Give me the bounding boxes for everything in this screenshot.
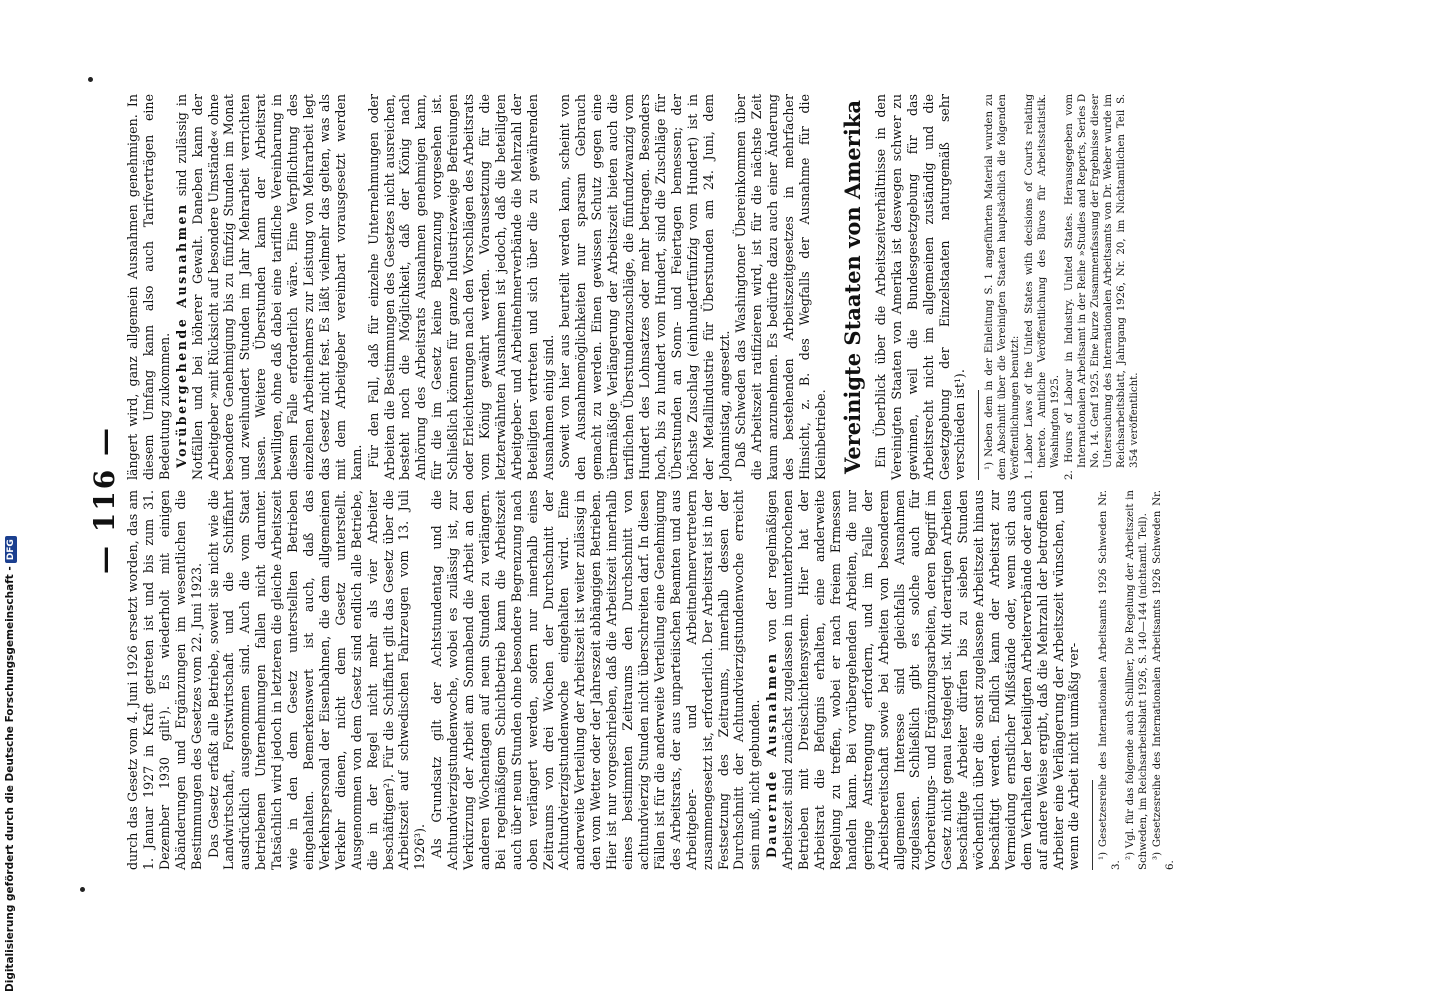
paragraph: Als Grundsatz gilt der Achtstundentag und die Achtundvierzigstundenwoche, wobei es zulässig ist, zur Verkürzung der Arbeit am Sonnabend die Arbeit an den anderen Wochentagen auf neun Stunden zu verlängern. Bei regelmäßigem Schichtbetrieb kann die Arbeitszeit auch über neun Stunden ohne besondere Begrenzung nach oben verlängert werden, sofern nur innerhalb eines Zeitraums von drei Wochen der Durchschnitt der Achtundvierzigstundenwoche eingehalten wird. Eine anderweite Verteilung der Arbeitszeit ist weiter zulässig in den vom Wetter oder der Jahreszeit abhängigen Betrieben. Hier ist nur vorgeschrieben, daß die Arbeitszeit innerhalb eines bestimmten Zeitraums den Durchschnitt von achtundvierzig Stunden nicht überschreiten darf. In diesen Fällen ist für die anderweite Verteilung eine Genehmigung des Arbeitsrats, der aus unparteiischen Beamten und aus Arbeitgeber- und Arbeitnehmervertretern zusammengesetzt ist, erforderlich. Der Arbeitsrat ist in der Festsetzung des Zeitraums, innerhalb dessen der Durchschnitt der Achtundvierzigstundenwoche erreicht sein muß, nicht gebunden. [429, 490, 763, 870]
paragraph: Das Gesetz erfaßt alle Betriebe, soweit sie nicht wie die Landwirtschaft, Forstwirtschaft und die Schiffahrt ausdrücklich ausgenommen sind. Auch die vom Staat betriebenen Unternehmungen fallen nicht darunter. Tatsächlich wird jedoch in letzteren die gleiche Arbeitszeit wie in den dem Gesetz unterstellten Betrieben eingehalten. Bemerkenswert ist auch, daß das Verkehrspersonal der Eisenbahnen, die dem allgemeinen Verkehr dienen, nicht dem Gesetz unterstellt. Ausgenommen von dem Gesetz sind endlich alle Betriebe, die in der Regel nicht mehr als vier Arbeiter beschäftigen²). Für die Schiffahrt gilt das Gesetz über die Arbeitszeit auf schwedischen Fahrzeugen vom 13. Juli 1926³). [205, 490, 428, 870]
section-heading: Vereinigte Staaten von Amerika [839, 100, 865, 475]
emphasized-words: Dauernde Ausnahmen [764, 651, 780, 858]
footnote: 1. Labor Laws of the United States with decisions of Courts relating thereto. Amtliche Veröffentlichung des Büros für Arbeitsstatistik. Washington 1925. [1024, 94, 1062, 480]
paragraph: durch das Gesetz vom 4. Juni 1926 ersetzt worden, das am 1. Januar 1927 in Kraft getreten ist und bis zum 31. Dezember 1930 gilt¹). Es wiederholt mit einigen Abänderungen und Ergänzungen im wesentlichen die Bestimmungen des Gesetzes vom 22. Juni 1923. [125, 490, 204, 870]
emphasized-words: Vorübergehende Ausnahmen [173, 202, 189, 468]
footnote: ³) Gesetzesreihe des Internationalen Arbeitsamts 1926 Schweden Nr. 6. [1152, 490, 1177, 870]
footnotes [1097, 490, 1177, 870]
digitization-credit [4, 539, 17, 992]
paragraph: Daß Schweden das Washingtoner Übereinkommen über die Arbeitszeit ratifizieren wird, ist für die nächste Zeit kaum anzunehmen. Es bedürfte dazu auch einer Änderung des bestehenden Arbeitszeitgesetzes in mehrfacher Hinsicht, z. B. des Wegfalls der Ausnahme für die Kleinbetriebe. [733, 94, 828, 480]
paragraph: Dauernde Ausnahmen von der regelmäßigen Arbeitszeit sind zunächst zugelassen in ununterbrochenen Betrieben mit Dreischichtensystem. Hier hat der Arbeitsrat die Befugnis erhalten, eine anderweite Regelung zu treffen, wobei er nach freiem Ermessen handeln kann. Bei vorübergehenden Arbeiten, die nur geringe Anstrengung erfordern, und im Falle der Arbeitsbereitschaft sowie bei Arbeiten von besonderem allgemeinen Interesse sind gleichfalls Ausnahmen zugelassen. Schließlich gibt es solche auch für Vorbereitungs- und Ergänzungsarbeiten, deren Begriff im Gesetz nicht genau festgelegt ist. Mit derartigen Arbeiten beschäftigte Arbeiter dürfen bis zu sieben Stunden wöchentlich über die sonst zugelassene Arbeitszeit hinaus beschäftigt werden. Endlich kann der Arbeitsrat zur Vermeidung ernstlicher Mißstände oder, wenn sich aus dem Verhalten der beteiligten Arbeiterverbände oder auch auf andere Weise ergibt, daß die Mehrzahl der betroffenen Arbeiter eine Verlängerung der Arbeitszeit wünschen, und wenn die Arbeit nicht unmäßig ver- [764, 490, 1082, 870]
paragraph: längert wird, ganz allgemein Ausnahmen genehmigen. In diesem Umfang kann also auch Tarifverträgen eine Bedeutung zukommen. [125, 94, 172, 480]
scan-mark [80, 887, 85, 892]
footnote: ¹) Gesetzesreihe des Internationalen Arbeitsamts 1926 Schweden Nr. 3. [1098, 490, 1123, 870]
footnote: 2. Hours of Labour in Industry. United States. Herausgegeben vom Internationalen Arbeitsamt in der Reihe »Studies and Reports, Series D No. 14. Genf 1925. Eine kurze Zusammenfassung der Ergebnisse dieser Untersuchung des Internationalen Arbeitsamts von Dr. Weber wurde im Reichsarbeitsblatt, Jahrgang 1926, Nr. 20, im Nichtamtlichen Teil S. 354 veröffentlicht. [1064, 94, 1141, 480]
right-column [125, 94, 1142, 480]
footnote: ¹) Neben dem in der Einleitung S. 1 angeführten Material wurden zu dem Abschnitt über die Vereinigten Staaten hauptsächlich die folgenden Veröffentlichungen benutzt: [984, 94, 1022, 480]
left-column [125, 490, 1178, 870]
dfg-logo: DFG [5, 536, 17, 563]
footnote: ²) Vgl. für das folgende auch Schillner, Die Regelung der Arbeitszeit in Schweden, im Reichsarbeitsblatt 1926, S. 140—144 (nichtamtl. Teil). [1125, 490, 1150, 870]
footnote-rule [978, 390, 979, 480]
paragraph: Für den Fall, daß für einzelne Unternehmungen oder Arbeiten die Bestimmungen des Gesetzes nicht ausreichen, besteht noch die Möglichkeit, daß der König nach Anhörung des Arbeitsrats Ausnahmen genehmigen kann, für die im Gesetz keine Begrenzung vorgesehen ist. Schließlich können für ganze Industriezweige Befreiungen oder Erleichterungen nach den Vorschlägen des Arbeitsrats vom König gewährt werden. Voraussetzung für die letzterwähnten Ausnahmen ist jedoch, daß die beteiligten Arbeitgeber- und Arbeitnehmerverbände die Mehrzahl der Beteiligten vertreten und sich über die zu gewährenden Ausnahmen einig sind. [365, 94, 556, 480]
paragraph: Soweit von hier aus beurteilt werden kann, scheint von den Ausnahmemöglichkeiten nur sparsam Gebrauch gemacht zu werden. Einen gewissen Schutz gegen eine übermäßige Verlängerung der Arbeitszeit bieten auch die tariflichen Überstundenzuschläge, die fünfundzwanzig vom Hundert des Lohnsatzes oder mehr betragen. Besonders hoch, bis zu hundert vom Hundert, sind die Zuschläge für Überstunden an Sonn- und Feiertagen bemessen; der höchste Zuschlag (einhundertfünfzig vom Hundert) ist in der Metallindustrie für Überstunden am 24. Juni, dem Johannistag, angesetzt. [557, 94, 732, 480]
footnote-rule [1092, 780, 1093, 870]
paragraph: Vorübergehende Ausnahmen sind zulässig in Notfällen und bei höherer Gewalt. Daneben kann der Arbeitgeber »mit Rücksicht auf besondere Umstände« ohne besondere Genehmigung bis zu fünfzig Stunden im Monat und zweihundert Stunden im Jahr Mehrarbeit verrichten lassen. Weitere Überstunden kann der Arbeitsrat bewilligen, ohne daß dabei eine tarifliche Vereinbarung in diesem Falle erforderlich wäre. Eine Verpflichtung des einzelnen Arbeitnehmers zur Leistung von Mehrarbeit legt das Gesetz nicht fest. Es läßt vielmehr das gelten, was als mit dem Arbeitgeber vereinbart vorausgesetzt werden kann. [173, 93, 364, 480]
page-number: — 116 — [88, 426, 121, 574]
credit-text: Digitalisierung gefördert durch die Deutsche Forschungsgemeinschaft - [4, 566, 16, 992]
footnotes [983, 94, 1141, 480]
paragraph: Ein Überblick über die Arbeitszeitverhältnisse in den Vereinigten Staaten von Amerika ist deswegen schwer zu gewinnen, weil die Bundesgesetzgebung für das Arbeitsrecht nicht im allgemeinen zuständig und die Gesetzgebung der Einzelstaaten naturgemäß sehr verschieden ist¹). [872, 94, 968, 480]
